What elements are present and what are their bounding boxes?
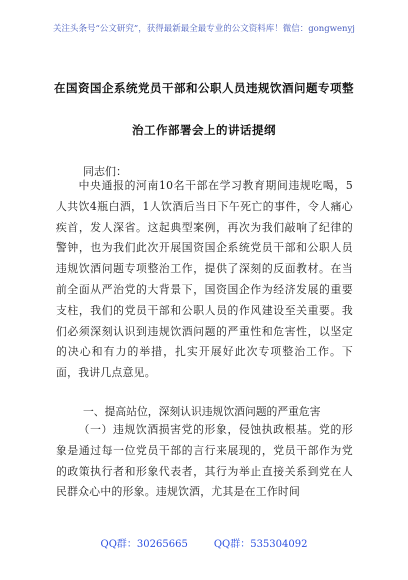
paragraph-intro: 中央通报的河南10名干部在学习教育期间违规吃喝，5人共饮4瓶白酒，1人饮酒后当日下午死亡的事件，令人痛心疾首，发人深省。这起典型案例，再次为我们敲响了纪律的警钟，也为我们此次开展国资国企系统党员干部和公职人员违规饮酒问题专项整治工作，提供了深刻的反面教材。在当前全面从严治党的大背景下，国资国企作为经济发展的重要支柱，我们的党员干部和公职人员的作风建设至关重要。我们必须深刻认识到违规饮酒问题的严重性和危害性，以坚定的决心和有力的举措，扎实开展好此次专项整治工作。下面，我讲几点意见。 bbox=[56, 179, 353, 380]
document-title-line1: 在国资国企系统党员干部和公职人员违规饮酒问题专项整 bbox=[54, 81, 354, 95]
footer-qq-groups bbox=[0, 535, 408, 550]
greeting: 同志们： bbox=[83, 165, 127, 178]
qq-group-2: QQ群：535304092 bbox=[213, 539, 308, 550]
qq-group-1: QQ群：30265665 bbox=[100, 539, 188, 550]
paragraph-point-one: （一）违规饮酒损害党的形象，侵蚀执政根基。党的形象是通过每一位党员干部的言行来展现的，党员干部作为党的政策执行者和形象代表者，其行为举止直接关系到党在人民群众心中的形象。违规饮酒，尤其是在工作时间 bbox=[56, 423, 353, 499]
document-title-line2: 治工作部署会上的讲话提纲 bbox=[132, 123, 276, 137]
section-heading: 一、提高站位，深刻认识违规饮酒问题的严重危害 bbox=[83, 405, 321, 418]
promo-banner: 关注头条号“公文研究”，获得最新最全最专业的公文资料库！微信：gongwenyj bbox=[53, 24, 355, 34]
